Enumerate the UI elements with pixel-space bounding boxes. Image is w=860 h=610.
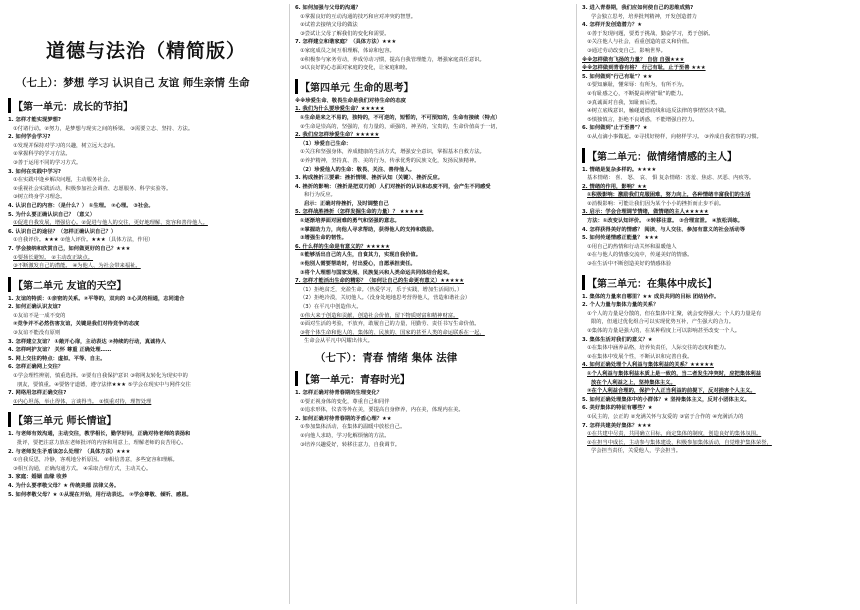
text-line: ①自我反思，冷静，客观地分析原因。 ②相信善意，多些宽容和理解。: [13, 457, 178, 464]
unit-heading: 【第四单元 生命的思考】: [295, 79, 571, 94]
question-line: 6. 认识自己的途径？（怎样正确认识自己？）: [8, 228, 117, 235]
question-line: ※※怎样做有飞扬的力量？ 自信 自强★★★: [582, 56, 685, 63]
unit-body: [8, 430, 284, 499]
text-line: ③善于运用不同的学习方式。: [13, 159, 82, 166]
text-line: ①掌握良好的互动沟通的技巧和应对冲突的智慧。: [300, 13, 416, 20]
column-2: [295, 4, 571, 606]
text-line: （2）拒绝冷漠，关切他人。（没身处地地思考营得他人，营造和谐社会）: [300, 295, 471, 302]
question-line: 1. 与老师有效沟通，主动交往，教学相长，勤学好问，正确对待老师的表扬和: [8, 431, 191, 438]
text-line: ①伟大来于创造和贡献，创造社会价值，留下物质财富和精神财富。: [300, 312, 459, 319]
question-line: ①能够活出自己的人生，自食其力，实现自我价值。: [300, 252, 422, 259]
text-line: ④树立底线意识，触碰道德底线和违反法律的事情坚决不做。: [587, 108, 730, 115]
question-line: ②掌握助力力，向他人寻求帮助，获得他人的支持和鼓励。: [300, 226, 437, 233]
text-line: ③以良好的心态面对家庭的变化，让家庭和睦。: [300, 65, 411, 72]
question-line: ①个人利益与集体利益本质上是一致的，当二者发生冲突时，应把集体利益: [587, 370, 761, 377]
unit-body: [8, 295, 284, 407]
text-line: ②在集体中发展个性，不断认识和完善自我。: [587, 353, 693, 360]
question-line: ※※珍爱生命、敬畏生命是我们对待生命的态度: [295, 97, 406, 104]
text-line: ③将个体生命和他人的、集体的、民族的、国家的甚至人类的命运联系在一起，: [300, 329, 485, 336]
text-line: （3）在平凡中创造伟大。: [300, 304, 362, 310]
text-line: ③在生活中不断创造美好的情感体验: [587, 261, 672, 268]
question-line: 5. 网上交往的特点：虚拟、平等、自主。: [8, 355, 106, 362]
unit-body: [8, 116, 284, 271]
unit-body: [582, 4, 856, 142]
text-line: ①用自己的热情和行动关怀和温暖他人: [587, 243, 677, 250]
column-divider: [289, 4, 290, 604]
column-divider: [576, 4, 577, 604]
column-3: [582, 4, 856, 606]
text-line: ①要扬长避短。 ②主动改正缺点。: [13, 254, 94, 261]
text-line: ②在与他人的情感交流中，传递美好的情感。: [587, 252, 693, 259]
question-line: ①积极影响：激励我们克服困难，努力向上，各种情绪丰富我们的生活: [587, 192, 751, 199]
question-line: 2. 情绪的作用，影响？★★: [582, 183, 647, 190]
question-line: 7. 怎样建立和谐家庭？（具体方法）★★★: [295, 39, 397, 46]
question-line: 5. 怎样战胜挫折（怎样发掘生命的力量）？ ★★★★★: [295, 209, 424, 216]
question-line: （1）珍爱自己生命：: [300, 140, 352, 147]
text-line: ②积极参与家务劳动，养成劳动习惯，提高自我管理能力，增强家庭责任意识。: [300, 56, 485, 63]
text-line: ①促进自我发展，增强信心。②促进与他人的交往，更好地理解、宽容和善待他人。: [13, 220, 208, 227]
text-line: ①内心坦荡，举止得体，言谈得当。 ②慎重对待，理智处理: [13, 398, 152, 405]
text-line: ②生命是崇高的，坚强的，有力量的，顽强的，神圣的，宝贵的，生命价值高于一切，: [300, 123, 501, 130]
text-line: 生命会从平凡中闪耀出伟大。: [304, 338, 373, 345]
text-line: 基本情绪： 喜、 怒、 哀、 惧 复杂情绪：害羞、焦虑、厌恶、内疚等。: [587, 175, 755, 182]
text-line: ②养护精神，坚持真、善、美的行为，传承优秀的民族文化，发扬民族精神。: [300, 157, 480, 164]
question-line: 2. 我们应怎样珍爱生命？★★★★★: [295, 132, 380, 139]
text-line: ①学会理性辨别，慎重选择。②要有自我保护意识 ③将网友转化为现实中的: [13, 373, 188, 380]
question-line: 3. 启示：学会合理调节情绪，做情绪的主人★★★★★: [582, 209, 709, 216]
question-line: 7. 网络用怎样正确交往?: [8, 390, 67, 397]
question-line: 1. 友谊的特质：①亲密的关系。②平等的，双向的 ③心灵的相通，志同道合: [8, 295, 185, 302]
question-line: 3. 怎样建立友谊？ ①敞开心扉，主动表达 ②持续的行动，真诚待人: [8, 338, 166, 345]
question-line: 1. 我们为什么要珍爱生命？★★★★★: [295, 106, 385, 113]
question-line: 4. 怎样开发创造潜力？★: [582, 22, 642, 29]
question-line: 3. 进入青春期，我们应如何使自己的思维成熟?: [582, 5, 694, 11]
question-line: ②在个人利益合理的，保护个人正当利益的前提下，反对损害个人主义。: [587, 388, 756, 395]
text-line: ③通过劳动改变自己，影响世界。: [587, 47, 666, 54]
text-line: ③树立终身学习理念。: [13, 194, 66, 201]
question-line: 方法：①改变认知评价。 ②转移注意。 ③合理宣泄。 ④放松训练。: [587, 218, 743, 225]
question-line: 6. 怎样正确网上交往？: [8, 364, 64, 371]
text-line: ①自我评价。★★★ ②他人评价。★★★（具体方法，作用）: [13, 237, 154, 244]
text-line: ②向他人求助，学习化解烦恼的方法。: [300, 432, 390, 439]
question-line: 3. 如何在实践中学习?: [8, 168, 61, 175]
question-line: ※※怎样做到青春有格？ 行己有耻，止于至善 ★★★: [582, 65, 706, 72]
text-line: ①个人的力量是分散的，但在集体中汇聚，就会变得强大；个人的力量是有: [587, 310, 762, 317]
question-line: （2）珍爱他人的生命：敬畏、关注、善待他人。: [300, 166, 415, 173]
text-line: ①在共建中尽责，共同确立目标，商定集体的制度，创造良好的集体氛围。: [587, 431, 762, 438]
text-line: ①友谊不是一成不变的: [13, 312, 66, 319]
text-line: ①民主的，公正的 ②充满关怀与友爱的 ③富于合作的 ④充满活力的: [587, 413, 744, 420]
text-line: ①善于发现问题，要勇于挑战，勤奋学习，勇于创新。: [587, 30, 714, 37]
text-line: ②试着去接纳父母的做法: [300, 22, 358, 29]
question-line: 3. 家庭：婚姻 血缘 收养: [8, 474, 67, 481]
unit-body: [582, 166, 856, 269]
question-line: ③增强生命的韧性。: [300, 235, 347, 242]
text-line: ②在担当中成长，主动参与集体建设，积极参加集体活动，自觉维护集体荣誉，: [587, 439, 772, 446]
unit-heading: 【第二单元：做情绪情感的主人】: [582, 148, 856, 163]
question-line: 启示：正确对待挫折，及时调整自己: [304, 200, 389, 207]
unit-body: [295, 97, 571, 346]
question-line: 7. 学会接纳和欣赏自己，如何做更好的自己？★★★: [8, 245, 131, 252]
question-line: 4. 为什么要孝敬父母？★ 传统美德 法律义务。: [8, 482, 120, 489]
question-line: 6. 如何做到"止于至善"？★: [582, 125, 648, 132]
unit-body: [582, 293, 856, 456]
text-line: ③真诚面对自我，知耻而后勇。: [587, 99, 661, 106]
text-line: ②掌握科学的学习方法。: [13, 151, 71, 158]
unit-body: [295, 389, 571, 449]
question-line: 7. 怎样共建美好集体？★★★: [582, 422, 652, 429]
text-line: ①发现并保持对学习的兴趣，树立远大志向。: [13, 142, 119, 149]
text-line: ①在集体中涵养品格，培养负责任，人际交往的态度和能力。: [587, 345, 730, 352]
text-line: ③培养兴趣爱好，转移注意力，自我调节。: [300, 441, 401, 448]
question-line: 4. 如何正确处理个人利益与集体利益的关系？★★★★★: [582, 362, 714, 369]
question-line: 6. 如何加强与父母的沟通？: [295, 5, 361, 11]
question-line: 6. 什么样的生命是有意义的？★★★★★: [295, 243, 390, 250]
question-line: 2. 如何学会学习?: [8, 134, 51, 141]
text-line: ②追求形体，仪表等外在美，要提高自身修养，内在美，体现内在美。: [300, 407, 464, 414]
question-line: 6. 美好集体的特征有哪些？★: [582, 405, 653, 412]
unit-heading: 【第三单元：在集体中成长】: [582, 275, 856, 290]
grade-section-heading: （七下）：青春 情绪 集体 法律: [315, 351, 458, 364]
question-line: 3. 集体生活对我们的意义？★: [582, 336, 653, 343]
text-line: ②关注他人与社会，看重创造的意义和价值。: [587, 39, 693, 46]
question-line: 4. 怎样呵护友谊？ 关怀 尊重 正确处理……: [8, 347, 112, 354]
question-line: ③将个人理想与国家发展、民族复兴和人类命运共同体结合起来。: [300, 269, 453, 276]
question-line: ②竞争并不必然伤害友谊，关键是我们对待竞争的态度: [13, 321, 140, 328]
text-line: ③相互沟通，正确沟通方式。 ④采取合理方式，主动关心。: [13, 465, 152, 472]
question-line: 5. 如何做到"行己有耻"？★★: [582, 73, 653, 80]
text-line: ①要正视身体的变化，尊重自己和同伴: [300, 398, 390, 405]
question-line: ①生命是来之不易的，独特的，不可逆的，短暂的，不可预知的，生命有接续（特点）: [300, 114, 501, 121]
question-line: 3. 构成挫折三要素：挫折情境、挫折认知（关键）、挫折反应。: [295, 175, 443, 182]
text-line: ①要知廉耻，懂荣辱：有所为，有所不为。: [587, 82, 688, 89]
text-line: ①家庭成员之间互相理解，体谅和包容。: [300, 47, 395, 54]
question-line: 1. 集体的力量来自哪里？★★ 成员共同的目标 团结协作。: [582, 293, 720, 300]
text-line: ⑤慎独慎言，拒绝不良诱惑，不能增强自控力。: [587, 116, 698, 123]
unit-heading: 【第一单元：青春时光】: [295, 371, 571, 386]
question-line: 4. 认识自己的内容：（是什么？） ①生理。 ②心理。 ③社会。: [8, 202, 154, 209]
document-title: 道德与法治（精简版）: [45, 40, 246, 62]
question-line: 1. 情绪是复杂多样的。★★★★: [582, 166, 657, 173]
question-line: 5. 如何孝敬父母？★ ①从现在开始，用行动表达。 ②学会尊敬、倾听、感恩。: [8, 491, 192, 498]
text-line: ③友谊不能没有原则: [13, 330, 61, 337]
question-line: 7. 怎样才能活出生命的精彩？（如何让自己的生命更有意义）★★★★★: [295, 278, 465, 285]
unit-heading: 【第二单元 友谊的天空】: [8, 277, 284, 292]
question-line: 2. 与老师发生矛盾该怎么处理？（具体方法）★★★: [8, 448, 131, 455]
text-line: 朋友，要慎重。④要恪守道德，遵守法律★★★ ⑤学会在现实中与网件交往: [17, 381, 191, 388]
question-line: ①逐渐培养面对困难的勇气和坚强的意志。: [300, 218, 400, 225]
question-line: 2. 如何正确认识友谊?: [8, 304, 61, 311]
text-line: 和行为反应。: [304, 192, 336, 199]
question-line: 放在个人利益之上，坚持集体主义。: [591, 379, 676, 386]
unit-heading: 【第一单元：成长的节拍】: [8, 98, 284, 113]
text-line: ③不断激发自己的潜能。 ④为他人、为社会带来福祉。: [13, 263, 141, 270]
text-line: ②有耻感之心，不断提高辨别"耻"的能力。: [587, 90, 687, 97]
question-line: 4. 挫折的影响：（挫折是把双刃剑）人们对挫折的认识和态度不同，会产生不同感受: [295, 183, 491, 190]
text-line: ①关注和坚强身体，养成健康的生活方式，增强安全意识，掌握基本自救方法。: [300, 149, 485, 156]
text-line: 学会担当责任，关爱他人，学会担当。: [591, 448, 682, 455]
unit-heading: 【第三单元 师长情谊】: [8, 412, 284, 427]
unit-body: [295, 4, 571, 73]
question-line: 1. 怎样才能实现梦想?: [8, 117, 61, 123]
text-line: ①从点滴小事做起。②寻找好榜样，向榜样学习。 ③养成自我省察的习惯。: [587, 133, 762, 140]
question-line: 5. 如何正确处理集体中的小群体？★ 坚持集体主义，反对小团体主义。: [582, 396, 750, 403]
column-1: [8, 4, 284, 606]
text-line: ②集体的力量是强大的，在某种程度上可以影响甚至改变一个人。: [587, 328, 741, 334]
text-line: ②面对生活的考验，不放弃，敢履自己的力量，用勤劳、责任书写生命价值。: [300, 321, 480, 328]
grade-subtitle: （七上）：梦想 学习 认识自己 友谊 师生亲情 生命: [16, 77, 250, 89]
text-line: 学会独立思考，培养批判精神，开发创造潜力: [591, 13, 697, 20]
text-line: ①付诸行动。②努力，是梦想与现实之间的桥梁。 ③需要立志、坚持、方法。: [13, 125, 194, 132]
text-line: ①在实践中逢乡解决问题，主动服务社会。: [13, 177, 114, 184]
question-line: 1. 怎样正确对待青春期的生理变化？: [295, 389, 382, 396]
text-line: （1）拒绝贫乏，充盈生命。（热爱学习，乐于实践，增加生活阅历。）: [300, 286, 463, 293]
question-line: ②他别人需要帮助时，付出爱心，自愿承担责任。: [300, 261, 416, 268]
question-line: 5. 为什么要正确认识自己？（意义）: [8, 211, 95, 218]
text-line: ①参加集体活动，在集体的温暖中放松自己。: [300, 424, 406, 431]
question-line: 4. 怎样获得美好的情感？ 阅读、与人交往、参加有意义的社会活动等: [582, 226, 745, 233]
question-line: 2. 如何正确对待青春期的矛盾心理？★★: [295, 415, 392, 422]
text-line: ②重视社会实践活动，积极参加社会调查、志愿服务、科学实验等。: [13, 185, 172, 192]
text-line: 限的，但通过优化组合可以实现优势互补，产生强大的合力。: [591, 319, 735, 326]
text-line: 批评，要把注意力放在老师批评的内容和用意上，理解老师的良苦用心。: [17, 440, 187, 446]
question-line: 2. 个人力量与集体力量的关系？: [582, 302, 659, 309]
text-line: ③尝试让父母了解我们的变化和需要。: [300, 30, 390, 37]
text-line: ②消极影响：可能让我们因为某个小小的挫折而止步不前。: [587, 200, 725, 207]
question-line: 5. 如何传递情感正能量？ ★★★: [582, 235, 659, 242]
